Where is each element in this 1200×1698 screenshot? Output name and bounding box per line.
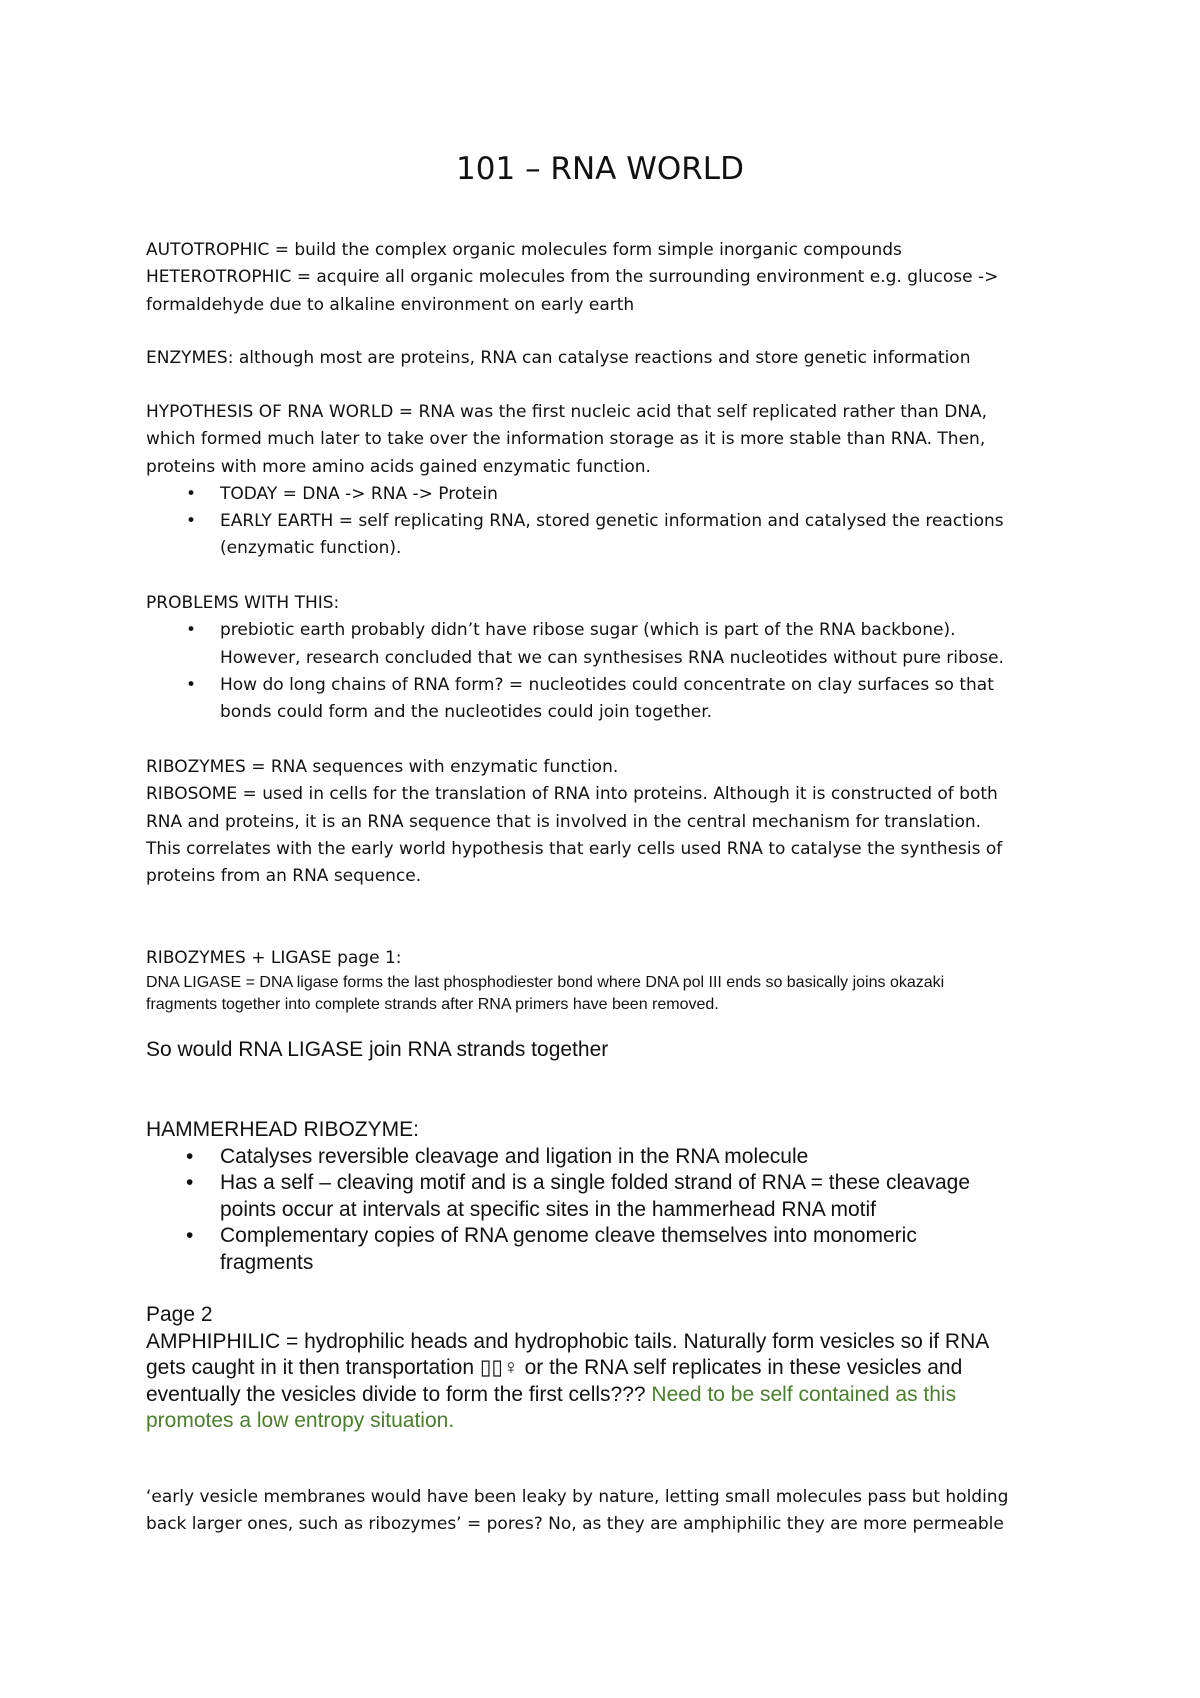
bullet-text: However, research concluded that we can synthesises RNA nucleotides without pure ribose. xyxy=(220,647,1004,668)
bullet-text: • Catalyses reversible cleavage and ligation in the RNA molecule xyxy=(220,1144,809,1168)
hypothesis-line: HYPOTHESIS OF RNA WORLD = RNA was the first nucleic acid that self replicated rather than DNA, xyxy=(146,402,988,422)
heterotrophic-definition-line-2: formaldehyde due to alkaline environment on early earth xyxy=(146,294,635,315)
hypothesis-section xyxy=(146,399,1076,563)
bullet-text: fragments xyxy=(220,1250,314,1274)
bullet-item-early-earth xyxy=(146,508,1076,563)
problems-bullet-list xyxy=(146,617,1076,726)
bullet-item-self-cleaving xyxy=(146,1170,1076,1223)
problems-heading: PROBLEMS WITH THIS: xyxy=(146,593,340,613)
enzymes-definition: ENZYMES: although most are proteins, RNA can catalyse reactions and store genetic information xyxy=(146,348,971,368)
quote-line: back larger ones, such as ribozymes’ = pores? No, as they are amphiphilic they are more permeable xyxy=(146,1514,1004,1535)
vesicle-divide-text: eventually the vesicles divide to form the first cells??? xyxy=(146,1382,652,1406)
bullet-text: • How do long chains of RNA form? = nucleotides could concentrate on clay surfaces so that xyxy=(220,674,994,695)
bullet-item-complementary xyxy=(146,1223,1076,1276)
ribozyme-line: RIBOSOME = used in cells for the translation of RNA into proteins. Although it is constructed of both xyxy=(146,784,998,805)
bullet-text: • TODAY = DNA -> RNA -> Protein xyxy=(220,483,498,504)
page-2-section xyxy=(146,1302,1076,1435)
hammerhead-section xyxy=(146,1117,1076,1276)
bullet-text: (enzymatic function). xyxy=(220,538,402,559)
problems-section xyxy=(146,590,1076,726)
dna-ligase-line: fragments together into complete strands after RNA primers have been removed. xyxy=(146,996,719,1013)
bullet-text: • EARLY EARTH = self replicating RNA, stored genetic information and catalysed the reactions xyxy=(220,511,1004,532)
quote-section xyxy=(146,1484,1076,1539)
ribozyme-line: This correlates with the early world hypothesis that early cells used RNA to catalyse the synthesis of xyxy=(146,838,1003,859)
bullet-text: bonds could form and the nucleotides could join together. xyxy=(220,702,713,723)
dna-ligase-line: DNA LIGASE = DNA ligase forms the last phosphodiester bond where DNA pol III ends so basically joins okazaki xyxy=(146,974,945,991)
document-title: 101 – RNA WORLD xyxy=(456,151,744,187)
hammerhead-bullet-list xyxy=(146,1144,1076,1277)
ribozyme-section xyxy=(146,754,1076,890)
hypothesis-line: which formed much later to take over the information storage as it is more stable than RNA. Then, xyxy=(146,429,986,450)
amphiphilic-line xyxy=(146,1382,1076,1409)
self-contained-note: Need to be self contained as this xyxy=(651,1382,957,1406)
quote-line: ‘early vesicle membranes would have been leaky by nature, letting small molecules pass but holding xyxy=(146,1487,1009,1507)
bullet-text: • Complementary copies of RNA genome cleave themselves into monomeric xyxy=(220,1224,917,1247)
bullet-item-long-chains xyxy=(146,672,1076,727)
low-entropy-note: promotes a low entropy situation. xyxy=(146,1409,455,1432)
rna-ligase-question: So would RNA LIGASE join RNA strands together xyxy=(146,1038,609,1061)
hypothesis-line: proteins with more amino acids gained enzymatic function. xyxy=(146,456,651,477)
intro-section xyxy=(146,237,1076,319)
ligase-heading: RIBOZYMES + LIGASE page 1: xyxy=(146,948,402,968)
ribozyme-line: RIBOZYMES = RNA sequences with enzymatic function. xyxy=(146,757,619,777)
autotrophic-definition: AUTOTROPHIC = build the complex organic molecules form simple inorganic compounds xyxy=(146,240,902,260)
ribozyme-line: RNA and proteins, it is an RNA sequence that is involved in the central mechanism for translation. xyxy=(146,811,982,832)
enzymes-section xyxy=(146,345,1076,372)
heterotrophic-definition-line-1: HETEROTROPHIC = acquire all organic molecules from the surrounding environment e.g. glucose -> xyxy=(146,267,999,288)
page-2-heading: Page 2 xyxy=(146,1303,213,1326)
bullet-text: • prebiotic earth probably didn’t have ribose sugar (which is part of the RNA backbone). xyxy=(220,620,956,641)
bullet-item-ribose xyxy=(146,617,1076,672)
dna-ligase-note xyxy=(146,972,1076,1016)
amphiphilic-line: AMPHIPHILIC = hydrophilic heads and hydrophobic tails. Naturally form vesicles so if RNA xyxy=(146,1329,990,1353)
bullet-text: points occur at intervals at specific sites in the hammerhead RNA motif xyxy=(220,1197,876,1221)
bullet-item-cleavage xyxy=(146,1144,1076,1171)
ribozyme-line: proteins from an RNA sequence. xyxy=(146,866,422,887)
hypothesis-bullet-list xyxy=(146,481,1076,563)
hammerhead-heading: HAMMERHEAD RIBOZYME: xyxy=(146,1118,420,1141)
bullet-item-today xyxy=(146,481,1076,508)
amphiphilic-line: gets caught in it then transportation ▯▯♀ or the RNA self replicates in these vesicles and xyxy=(146,1356,963,1379)
bullet-text: • Has a self – cleaving motif and is a single folded strand of RNA = these cleavage xyxy=(220,1171,971,1194)
